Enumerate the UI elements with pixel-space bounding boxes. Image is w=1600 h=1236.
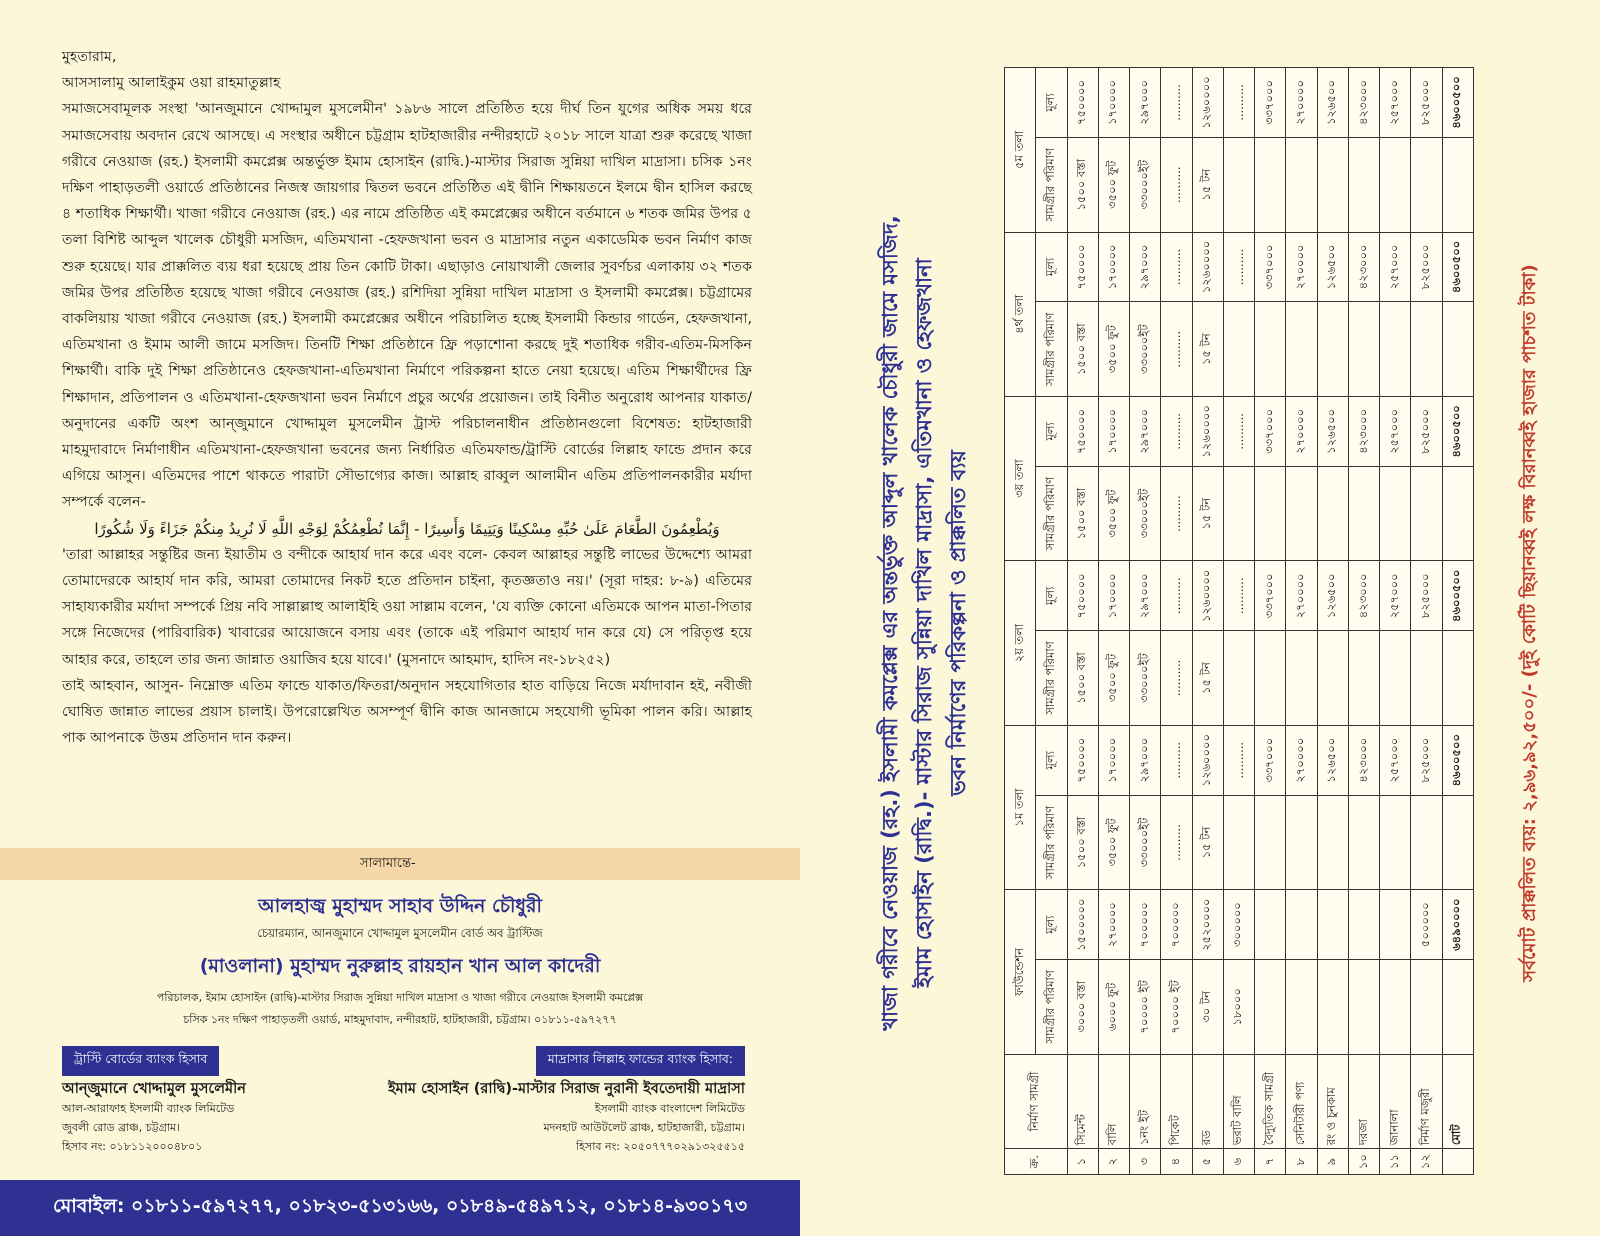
total-empty: [1442, 631, 1473, 726]
row-cell: [1411, 137, 1442, 232]
row-cell: ১২৬০০০০: [1192, 232, 1223, 302]
row-cell: ২৭০০০০: [1286, 561, 1317, 631]
row-item: বৈদ্যুতিক সামগ্রী: [1255, 1054, 1286, 1149]
row-cell: ৭০০০০০: [1130, 890, 1161, 960]
row-cell: ১৭০০০০: [1098, 561, 1129, 631]
row-cell: [1223, 302, 1254, 397]
row-cell: ..........: [1223, 396, 1254, 466]
row-sl: ৬: [1223, 1149, 1254, 1175]
greeting: মুহতারাম,: [62, 49, 117, 65]
row-cell: ১৫ টন: [1192, 302, 1223, 397]
row-cell: ..........: [1161, 466, 1192, 561]
row-cell: [1380, 137, 1411, 232]
row-cell: [1317, 890, 1348, 960]
row-cell: ৩৩০০০ইট: [1130, 137, 1161, 232]
header-price: মূল্য: [1036, 561, 1067, 631]
mobile-footer: [0, 1180, 800, 1236]
row-cell: ১৫০০০০০: [1067, 890, 1098, 960]
closing-salam: সালামান্তে-: [360, 856, 416, 871]
row-cell: ৩৩০০০ইট: [1130, 466, 1161, 561]
header-item: নির্মাণ সামগ্রী: [1005, 1054, 1068, 1149]
header-quantity: সামগ্রীর পরিমাণ: [1036, 466, 1067, 561]
row-cell: ..........: [1161, 232, 1192, 302]
row-sl: ৮: [1286, 1149, 1317, 1175]
trustee-bank-name: আল-আরাফাহ ইসলামী ব্যাংক লিমিটেড: [62, 1102, 235, 1115]
row-cell: [1348, 631, 1379, 726]
row-item: সেনিটারী পণ্য: [1286, 1054, 1317, 1149]
letter-body: [62, 44, 752, 751]
row-cell: [1317, 137, 1348, 232]
row-cell: [1411, 302, 1442, 397]
row-cell: ২৯৭০০০: [1130, 561, 1161, 631]
heading-line-3: ভবন নির্মাণের পরিকল্পনা ও প্রাক্কলিত ব্যয়: [946, 450, 970, 796]
row-cell: ৮২৫০০০: [1411, 396, 1442, 466]
lillah-bank-branch: মদনহাট আউটলেট ব্রাঞ্চ, হাটহাজারী, চট্টগ্রাম।: [543, 1121, 745, 1134]
row-cell: ১২৬৫০০: [1317, 68, 1348, 138]
row-cell: [1286, 137, 1317, 232]
row-cell: ২৯৭০০০: [1130, 232, 1161, 302]
row-cell: [1317, 631, 1348, 726]
total-empty: [1442, 960, 1473, 1055]
row-cell: [1255, 795, 1286, 890]
row-cell: ৮২৫০০০: [1411, 232, 1442, 302]
row-item: জানালা: [1380, 1054, 1411, 1149]
row-cell: ..........: [1161, 561, 1192, 631]
row-cell: [1380, 890, 1411, 960]
row-cell: ১২৬০০০০: [1192, 396, 1223, 466]
row-cell: [1380, 302, 1411, 397]
row-cell: ৩০০০ বস্তা: [1067, 960, 1098, 1055]
row-cell: ৩৩৭০০০: [1255, 396, 1286, 466]
total-sl: [1442, 1149, 1473, 1175]
table-row: [1130, 68, 1161, 1175]
header-quantity: সামগ্রীর পরিমাণ: [1036, 302, 1067, 397]
row-cell: [1380, 795, 1411, 890]
row-cell: ৪২৩০০০: [1348, 561, 1379, 631]
row-cell: [1223, 466, 1254, 561]
row-cell: [1286, 960, 1317, 1055]
row-cell: ৩০০০০০: [1223, 890, 1254, 960]
table-row: [1348, 68, 1379, 1175]
row-cell: [1317, 960, 1348, 1055]
row-item: ১নং ইট: [1130, 1054, 1161, 1149]
row-cell: [1255, 466, 1286, 561]
row-cell: [1380, 631, 1411, 726]
budget-table-frame: [1004, 67, 1474, 1175]
row-cell: [1317, 795, 1348, 890]
row-cell: ৭০০০০ ইট: [1161, 960, 1192, 1055]
row-cell: [1348, 960, 1379, 1055]
row-cell: ২৫৭০০০: [1380, 396, 1411, 466]
row-sl: ৭: [1255, 1149, 1286, 1175]
row-cell: [1348, 302, 1379, 397]
header-price: মূল্য: [1036, 396, 1067, 466]
table-row: [1380, 68, 1411, 1175]
letter-paragraph-2: 'তারা আল্লাহর সন্তুষ্টির জন্য ইয়াতীম ও বন্দীকে আহার্য দান করে এবং বলে- কেবল আল্লাহর সন্তুষ্টি লাভের উদ্দেশ্যে আমরা তোমাদেরকে আহার্য দান করি, আমরা তোমাদের নিকট হতে প্রতিদান চাইনা, কৃতজ্ঞতাও নয়।' (সূরা দাহর: ৮-৯) এতিমের সাহায্যকারীর মর্যাদা সম্পর্কে প্রিয় নবি সাল্লাল্লাহু আলাইহি ওয়া সাল্লাম বলেন, 'যে ব্যক্তি কোনো এতিমকে আপন মাতা-পিতার সঙ্গে নিজেদের (পারিবারিক) খাবারের আয়োজনে বসায় এবং (তাকে এই পরিমাণ আহার্য দান করে যে) সে পরিতৃপ্ত হয়ে আহার করে, তাহলে তার জন্য জান্নাত ওয়াজিব হয়ে যাবে।' (মুসনাদে আহমাদ, হাদিস নং-১৮২৫২): [62, 546, 752, 668]
row-cell: ..........: [1161, 725, 1192, 795]
total-value: ৪৬০০৫০০: [1442, 561, 1473, 631]
row-cell: ৩০ টন: [1192, 960, 1223, 1055]
row-cell: [1348, 466, 1379, 561]
row-cell: [1223, 137, 1254, 232]
row-cell: ৩৫০০ ফুট: [1098, 466, 1129, 561]
row-cell: ১২৬০০০০: [1192, 561, 1223, 631]
row-item: নির্মাণ মজুরী: [1411, 1054, 1442, 1149]
row-cell: ১৮০০০: [1223, 960, 1254, 1055]
row-cell: ১৭০০০০: [1098, 232, 1129, 302]
row-cell: [1411, 631, 1442, 726]
row-cell: ৭৫০০০০: [1067, 725, 1098, 795]
director-role: পরিচালক, ইমাম হোসাইন (রাদ্বি)-মাস্টার সিরাজ সুন্নিয়া দাখিল মাদ্রাসা ও খাজা গরীবে নেওয়াজ ইসলামী কমপ্লেক্স: [156, 991, 644, 1004]
lillah-bank-details: [388, 1080, 745, 1156]
header-price: মূল্য: [1036, 68, 1067, 138]
row-cell: ১৭০০০০: [1098, 725, 1129, 795]
mobile-numbers: মোবাইল: ০১৮১১-৫৯৭২৭৭, ০১৮২৩-৫১৩১৬৬, ০১৮৪৯-৫৪৯৭১২, ০১৮১৪-৯৩০১৭৩: [52, 1195, 748, 1217]
director-name: (মাওলানা) মুহাম্মদ নুরুল্লাহ রায়হান খান আল কাদেরী: [199, 955, 601, 977]
row-cell: ..........: [1161, 631, 1192, 726]
row-cell: ২৫৭০০০: [1380, 561, 1411, 631]
trustee-account-name: আন্জুমানে খোদ্দামুল মুসলেমীন: [62, 1081, 246, 1097]
row-cell: [1348, 137, 1379, 232]
row-item: ভরাট বালি: [1223, 1054, 1254, 1149]
total-empty: [1442, 137, 1473, 232]
row-cell: ..........: [1223, 725, 1254, 795]
table-row: [1223, 68, 1254, 1175]
row-item: রং ও চুনকাম: [1317, 1054, 1348, 1149]
table-row: [1286, 68, 1317, 1175]
row-item: পিকেট: [1161, 1054, 1192, 1149]
row-cell: ৩৫০০ ফুট: [1098, 795, 1129, 890]
row-cell: [1223, 631, 1254, 726]
row-item: দরজা: [1348, 1054, 1379, 1149]
header-floor: ৫ম তলা: [1005, 68, 1036, 233]
row-cell: [1286, 302, 1317, 397]
row-cell: [1317, 302, 1348, 397]
row-cell: ২৭০০০০: [1286, 396, 1317, 466]
row-cell: ৩৫০০ ফুট: [1098, 302, 1129, 397]
budget-table: [1004, 67, 1474, 1175]
header-floor: ৩য় তলা: [1005, 396, 1036, 560]
header-price: মূল্য: [1036, 232, 1067, 302]
row-cell: ৩৩৭০০০: [1255, 725, 1286, 795]
row-cell: ১৫০০ বস্তা: [1067, 137, 1098, 232]
table-row: [1411, 68, 1442, 1175]
row-sl: ২: [1098, 1149, 1129, 1175]
row-cell: ৩৩০০০ইট: [1130, 631, 1161, 726]
total-empty: [1442, 302, 1473, 397]
row-cell: [1286, 631, 1317, 726]
trustee-bank-details: [62, 1080, 246, 1156]
row-cell: ১৫ টন: [1192, 137, 1223, 232]
total-value: ৪৬০০৫০০: [1442, 232, 1473, 302]
row-cell: ২৭০০০০: [1286, 232, 1317, 302]
row-sl: ৯: [1317, 1149, 1348, 1175]
row-cell: ২৯৭০০০: [1130, 725, 1161, 795]
header-quantity: সামগ্রীর পরিমাণ: [1036, 137, 1067, 232]
row-cell: [1286, 466, 1317, 561]
row-cell: ৭৫০০০০: [1067, 561, 1098, 631]
grand-total-text: সর্বমোট প্রাক্কলিত ব্যয়: ২,৯৬,৯২,৫০০/- (দুই কোটি ছিয়ানব্বই লক্ষ বিরানব্বই হাজার পাচশত টাকা): [1519, 264, 1540, 982]
table-row: [1067, 68, 1098, 1175]
row-cell: ১২৬০০০০: [1192, 68, 1223, 138]
table-row: [1161, 68, 1192, 1175]
total-empty: [1442, 795, 1473, 890]
row-cell: [1380, 960, 1411, 1055]
row-cell: [1411, 795, 1442, 890]
trustee-bank-label: ট্রাস্টি বোর্ডের ব্যাংক হিসাব: [62, 1046, 219, 1076]
row-sl: ১১: [1380, 1149, 1411, 1175]
row-item: রড: [1192, 1054, 1223, 1149]
total-label: মোট: [1442, 1054, 1473, 1149]
row-cell: ১৫ টন: [1192, 466, 1223, 561]
row-cell: [1255, 631, 1286, 726]
row-cell: ৩৩০০০ইট: [1130, 795, 1161, 890]
row-cell: ৩৩৭০০০: [1255, 68, 1286, 138]
table-row: [1192, 68, 1223, 1175]
row-cell: ৭৫০০০০: [1067, 396, 1098, 466]
row-cell: ১৫ টন: [1192, 631, 1223, 726]
row-cell: [1348, 890, 1379, 960]
row-sl: ১০: [1348, 1149, 1379, 1175]
row-cell: [1286, 890, 1317, 960]
row-cell: ৭০০০০ ইট: [1130, 960, 1161, 1055]
total-empty: [1442, 466, 1473, 561]
row-cell: ৭৫০০০০: [1067, 232, 1098, 302]
row-cell: ১৫০০ বস্তা: [1067, 631, 1098, 726]
total-value: ৪৬০০৫০০: [1442, 68, 1473, 138]
row-cell: ..........: [1161, 302, 1192, 397]
total-value: ৪৬০০৫০০: [1442, 725, 1473, 795]
row-cell: ১৫০০ বস্তা: [1067, 466, 1098, 561]
row-cell: ২৫৭০০০: [1380, 232, 1411, 302]
row-cell: ১৫০০ বস্তা: [1067, 795, 1098, 890]
row-cell: [1286, 795, 1317, 890]
row-cell: ৩৩৭০০০: [1255, 561, 1286, 631]
row-cell: ..........: [1223, 68, 1254, 138]
row-cell: ৪২৩০০০: [1348, 68, 1379, 138]
header-quantity: সামগ্রীর পরিমাণ: [1036, 960, 1067, 1055]
header-floor: ২য় তলা: [1005, 561, 1036, 725]
row-cell: ..........: [1161, 795, 1192, 890]
row-cell: [1255, 302, 1286, 397]
row-cell: ৩৫০০ ফুট: [1098, 631, 1129, 726]
header-price: মূল্য: [1036, 725, 1067, 795]
row-cell: ..........: [1161, 68, 1192, 138]
lillah-bank-label: মাদ্রাসার লিল্লাহ ফান্ডের ব্যাংক হিসাব:: [536, 1046, 745, 1076]
table-subheader-row: [1036, 68, 1067, 1175]
lillah-account-number: হিসাব নং: ২০৫০৭৭৭০২৯১৩২৫৫১৫: [576, 1140, 745, 1153]
row-cell: ১৫০০ বস্তা: [1067, 302, 1098, 397]
row-sl: ১: [1067, 1149, 1098, 1175]
row-cell: ৪২৩০০০: [1348, 725, 1379, 795]
row-sl: ৪: [1161, 1149, 1192, 1175]
closing-band: [0, 848, 800, 880]
header-sl: ক্র.: [1005, 1149, 1068, 1175]
row-cell: ৭৫০০০০: [1067, 68, 1098, 138]
row-sl: ১২: [1411, 1149, 1442, 1175]
row-cell: ১২৬৫০০: [1317, 561, 1348, 631]
header-quantity: সামগ্রীর পরিমাণ: [1036, 631, 1067, 726]
row-cell: ১৭০০০০: [1098, 396, 1129, 466]
row-cell: [1255, 960, 1286, 1055]
row-cell: ১২৬০০০০: [1192, 725, 1223, 795]
row-cell: ৩৫০০ ফুট: [1098, 137, 1129, 232]
row-cell: ৬০০০ ফুট: [1098, 960, 1129, 1055]
header-price: মূল্য: [1036, 890, 1067, 960]
row-cell: ১২৬৫০০: [1317, 725, 1348, 795]
row-cell: ৮২৫০০০: [1411, 725, 1442, 795]
heading-line-1: খাজা গরীবে নেওয়াজ (রহ.) ইসলামী কমপ্লেক্স এর অন্তর্ভুক্ত আব্দুল খালেক চৌধুরী জামে মসজিদ,: [878, 215, 902, 1031]
header-quantity: সামগ্রীর পরিমাণ: [1036, 795, 1067, 890]
row-cell: ১২৬৫০০: [1317, 232, 1348, 302]
trustee-account-number: হিসাব নং: ০১৮১১২০০০৪৮০১: [62, 1140, 203, 1153]
row-cell: [1348, 795, 1379, 890]
table-row: [1255, 68, 1286, 1175]
row-item: বালি: [1098, 1054, 1129, 1149]
row-cell: ৮২৫০০০: [1411, 561, 1442, 631]
row-cell: ..........: [1161, 396, 1192, 466]
row-cell: ..........: [1223, 232, 1254, 302]
row-cell: ৩৩৭০০০: [1255, 232, 1286, 302]
lillah-bank-name: ইসলামী ব্যাংক বাংলাদেশ লিমিটেড: [594, 1102, 745, 1115]
row-cell: [1411, 960, 1442, 1055]
lillah-account-name: ইমাম হোসাইন (রাদ্বি)-মাস্টার সিরাজ নুরানী ইবতেদায়ী মাদ্রাসা: [388, 1081, 745, 1097]
row-cell: ২৯৭০০০: [1130, 68, 1161, 138]
row-cell: ৪২৩০০০: [1348, 396, 1379, 466]
row-sl: ৫: [1192, 1149, 1223, 1175]
header-floor: ফাউন্ডেশন: [1005, 890, 1036, 1054]
row-cell: ৭০০০০০: [1161, 890, 1192, 960]
total-value: ৪৬০০৫০০: [1442, 396, 1473, 466]
row-cell: ৪২৩০০০: [1348, 232, 1379, 302]
row-cell: ২৫২০০০০: [1192, 890, 1223, 960]
letter-paragraph-3: তাই আহবান, আসুন- নিম্নোক্ত এতিম ফান্ডে যাকাত/ফিতরা/অনুদান সহযোগিতার হাত বাড়িয়ে নিজে মর্যাদাবান হই, নবীজী ঘোষিত জান্নাত লাভের প্রয়াস চালাই। উপরোল্লেখিত অসম্পূর্ণ দ্বীনি কাজ আনজামে সহযোগী ভূমিকা পালন করি। আল্লাহ পাক আপনাকে উত্তম প্রতিদান দান করুন।: [62, 677, 752, 747]
row-cell: [1380, 466, 1411, 561]
chairman-name: আলহাজ্ব মুহাম্মদ সাহাব উদ্দিন চৌধুরী: [258, 895, 542, 917]
row-cell: ৮২৫০০০: [1411, 68, 1442, 138]
grand-total-note: [1505, 153, 1555, 1093]
row-cell: [1223, 795, 1254, 890]
row-cell: ১৫ টন: [1192, 795, 1223, 890]
row-cell: [1411, 466, 1442, 561]
row-item: সিমেন্ট: [1067, 1054, 1098, 1149]
row-cell: ১৭০০০০: [1098, 68, 1129, 138]
row-cell: ৫০০০০০: [1411, 890, 1442, 960]
row-cell: [1317, 466, 1348, 561]
row-cell: ২৯৭০০০: [1130, 396, 1161, 466]
row-cell: ২৭০০০০: [1286, 68, 1317, 138]
header-floor: ১ম তলা: [1005, 725, 1036, 889]
row-cell: ২৭০০০০: [1286, 725, 1317, 795]
table-total-row: [1442, 68, 1473, 1175]
director-address: চসিক ১নং দক্ষিণ পাহাড়তলী ওয়ার্ড, মাহমুদাবাদ, নন্দীরহাট, হাটহাজারী, চট্টগ্রাম। ০১৮১১-৫৯৭২৭৭: [183, 1013, 617, 1026]
total-value: ৬৪৯০০০০: [1442, 890, 1473, 960]
row-cell: ..........: [1223, 561, 1254, 631]
trustee-bank-branch: জুবলী রোড ব্রাঞ্চ, চট্টগ্রাম।: [62, 1121, 181, 1134]
row-cell: [1255, 890, 1286, 960]
quran-verse: وَيُطْعِمُونَ الطَّعَامَ عَلَىٰ حُبِّهِ مِسْكِينًا وَيَتِيمًا وَأَسِيرًا - إِنَّمَا نُطْعِمُكُمْ لِوَجْهِ اللَّهِ لَا نُرِيدُ مِنكُمْ جَزَاءً وَلَا شُكُورًا: [94, 519, 720, 538]
table-row: [1098, 68, 1129, 1175]
row-cell: [1255, 137, 1286, 232]
table-row: [1317, 68, 1348, 1175]
row-cell: ২৭০০০০: [1098, 890, 1129, 960]
row-cell: ২৫৭০০০: [1380, 725, 1411, 795]
table-header-row: [1005, 68, 1036, 1175]
row-cell: ৩৩০০০ইট: [1130, 302, 1161, 397]
chairman-role: চেয়ারম্যান, আনজুমানে খোদ্দামুল মুসলেমীন বোর্ড অব ট্রাস্টিজ: [257, 926, 543, 940]
salutation: আসসালামু আলাইকুম ওয়া রাহমাতুল্লাহ: [62, 75, 281, 92]
row-cell: ২৫৭০০০: [1380, 68, 1411, 138]
letter-paragraph-1: সমাজসেবামূলক সংস্থা 'আনজুমানে খোদ্দামুল মুসলেমীন' ১৯৮৬ সালে প্রতিষ্ঠিত হয়ে দীর্ঘ তিন যুগের অধিক সময় ধরে সমাজসেবায় অবদান রেখে আসছে। এ সংস্থার অধীনে চট্টগ্রাম হাটহাজারীর নন্দীরহাটে ২০১৮ সালে যাত্রা শুরু করেছে খাজা গরীবে নেওয়াজ (রহ.) ইসলামী কমপ্লেক্স অন্তর্ভুক্ত ইমাম হোসাইন (রাদ্বি.)-মাস্টার সিরাজ সুন্নিয়া দাখিল মাদ্রাসা। চসিক ১নং দক্ষিণ পাহাড়তলী ওয়ার্ডে প্রতিষ্ঠানের নিজস্ব জায়গার দ্বিতল ভবনে প্রতিষ্ঠিত এই দ্বীনি শিক্ষায়তনে ইলমে দ্বীন হাসিল করছে ৪ শতাধিক শিক্ষার্থী। খাজা গরীবে নেওয়াজ (রহ.) এর নামে প্রতিষ্ঠিত এই কমপ্লেক্সের অধীনে বর্তমানে ৬ শতক জমির উপর ৫ তলা বিশিষ্ট আব্দুল খালেক চৌধুরী মসজিদ, এতিমখানা -হেফজখানা ভবন ও মাদ্রাসার নতুন একাডেমিক ভবন নির্মাণ কাজ শুরু হয়েছে। যার প্রাক্কলিত ব্যয় ধরা হয়েছে প্রায় তিন কোটি টাকা। এছাড়াও নোয়াখালী জেলার সুবর্ণচর এলাকায় ৩২ শতক জমির উপর প্রতিষ্ঠিত হয়েছে খাজা গরীবে নেওয়াজ (রহ.) রশিদিয়া সুন্নিয়া দাখিল মাদ্রাসা ও ইসলামী কমপ্লেক্স। চট্টগ্রামের বাকলিয়ায় খাজা গরীবে নেওয়াজ (রহ.) ইসলামী কমপ্লেক্সের অধীনে পরিচালিত হচ্ছে ইসলামী কিন্ডার গার্ডেন, হেফজখানা, এতিমখানা ও ইমাম আলী জামে মসজিদ। তিনটি শিক্ষা প্রতিষ্ঠানে ফ্রি পড়াশোনা করছে দুই শতাধিক গরীব-এতিম-মিসকিন শিক্ষার্থী। বাকি দুই শিক্ষা প্রতিষ্ঠানেও হেফজখানা-এতিমখানা নির্মাণে পরিকল্পনা হাতে নেয়া হয়েছে। এতিম শিক্ষার্থীদের ফ্রি শিক্ষাদান, প্রতিপালন ও এতিমখানা-হেফজখানা ভবন নির্মাণে প্রচুর অর্থের প্রয়োজন। তাই বিনীত অনুরোধ আপনার যাকাত/অনুদানের একটি অংশ আন্জুমানে খোদ্দামুল মুসলেমীন ট্রাস্ট পরিচালনাধীন প্রতিষ্ঠানগুলো বিশেষত: হাটহাজারী মাহমুদাবাদে নির্মাণাধীন এতিমখানা-হেফজখানা ভবনের জন্য নির্ধারিত এতিমফান্ড/ট্রাস্টি বোর্ডের লিল্লাহ ফান্ডে প্রদান করে এগিয়ে আসুন। এতিমদের পাশে থাকতে পারাটা সৌভাগ্যের কাজ। আল্লাহ রাব্বুল আলামীন এতিম প্রতিপালনকারীর মর্যাদা সম্পর্কে বলেন-: [62, 101, 752, 511]
heading-line-2: ইমাম হোসাইন (রাদ্বি.)- মাস্টার সিরাজ সুন্নিয়া দাখিল মাদ্রাসা, এতিমখানা ও হেফজখানা: [912, 258, 936, 988]
row-sl: ৩: [1130, 1149, 1161, 1175]
header-floor: ৪র্থ তলা: [1005, 232, 1036, 396]
row-cell: ১২৬৫০০: [1317, 396, 1348, 466]
row-cell: ..........: [1161, 137, 1192, 232]
